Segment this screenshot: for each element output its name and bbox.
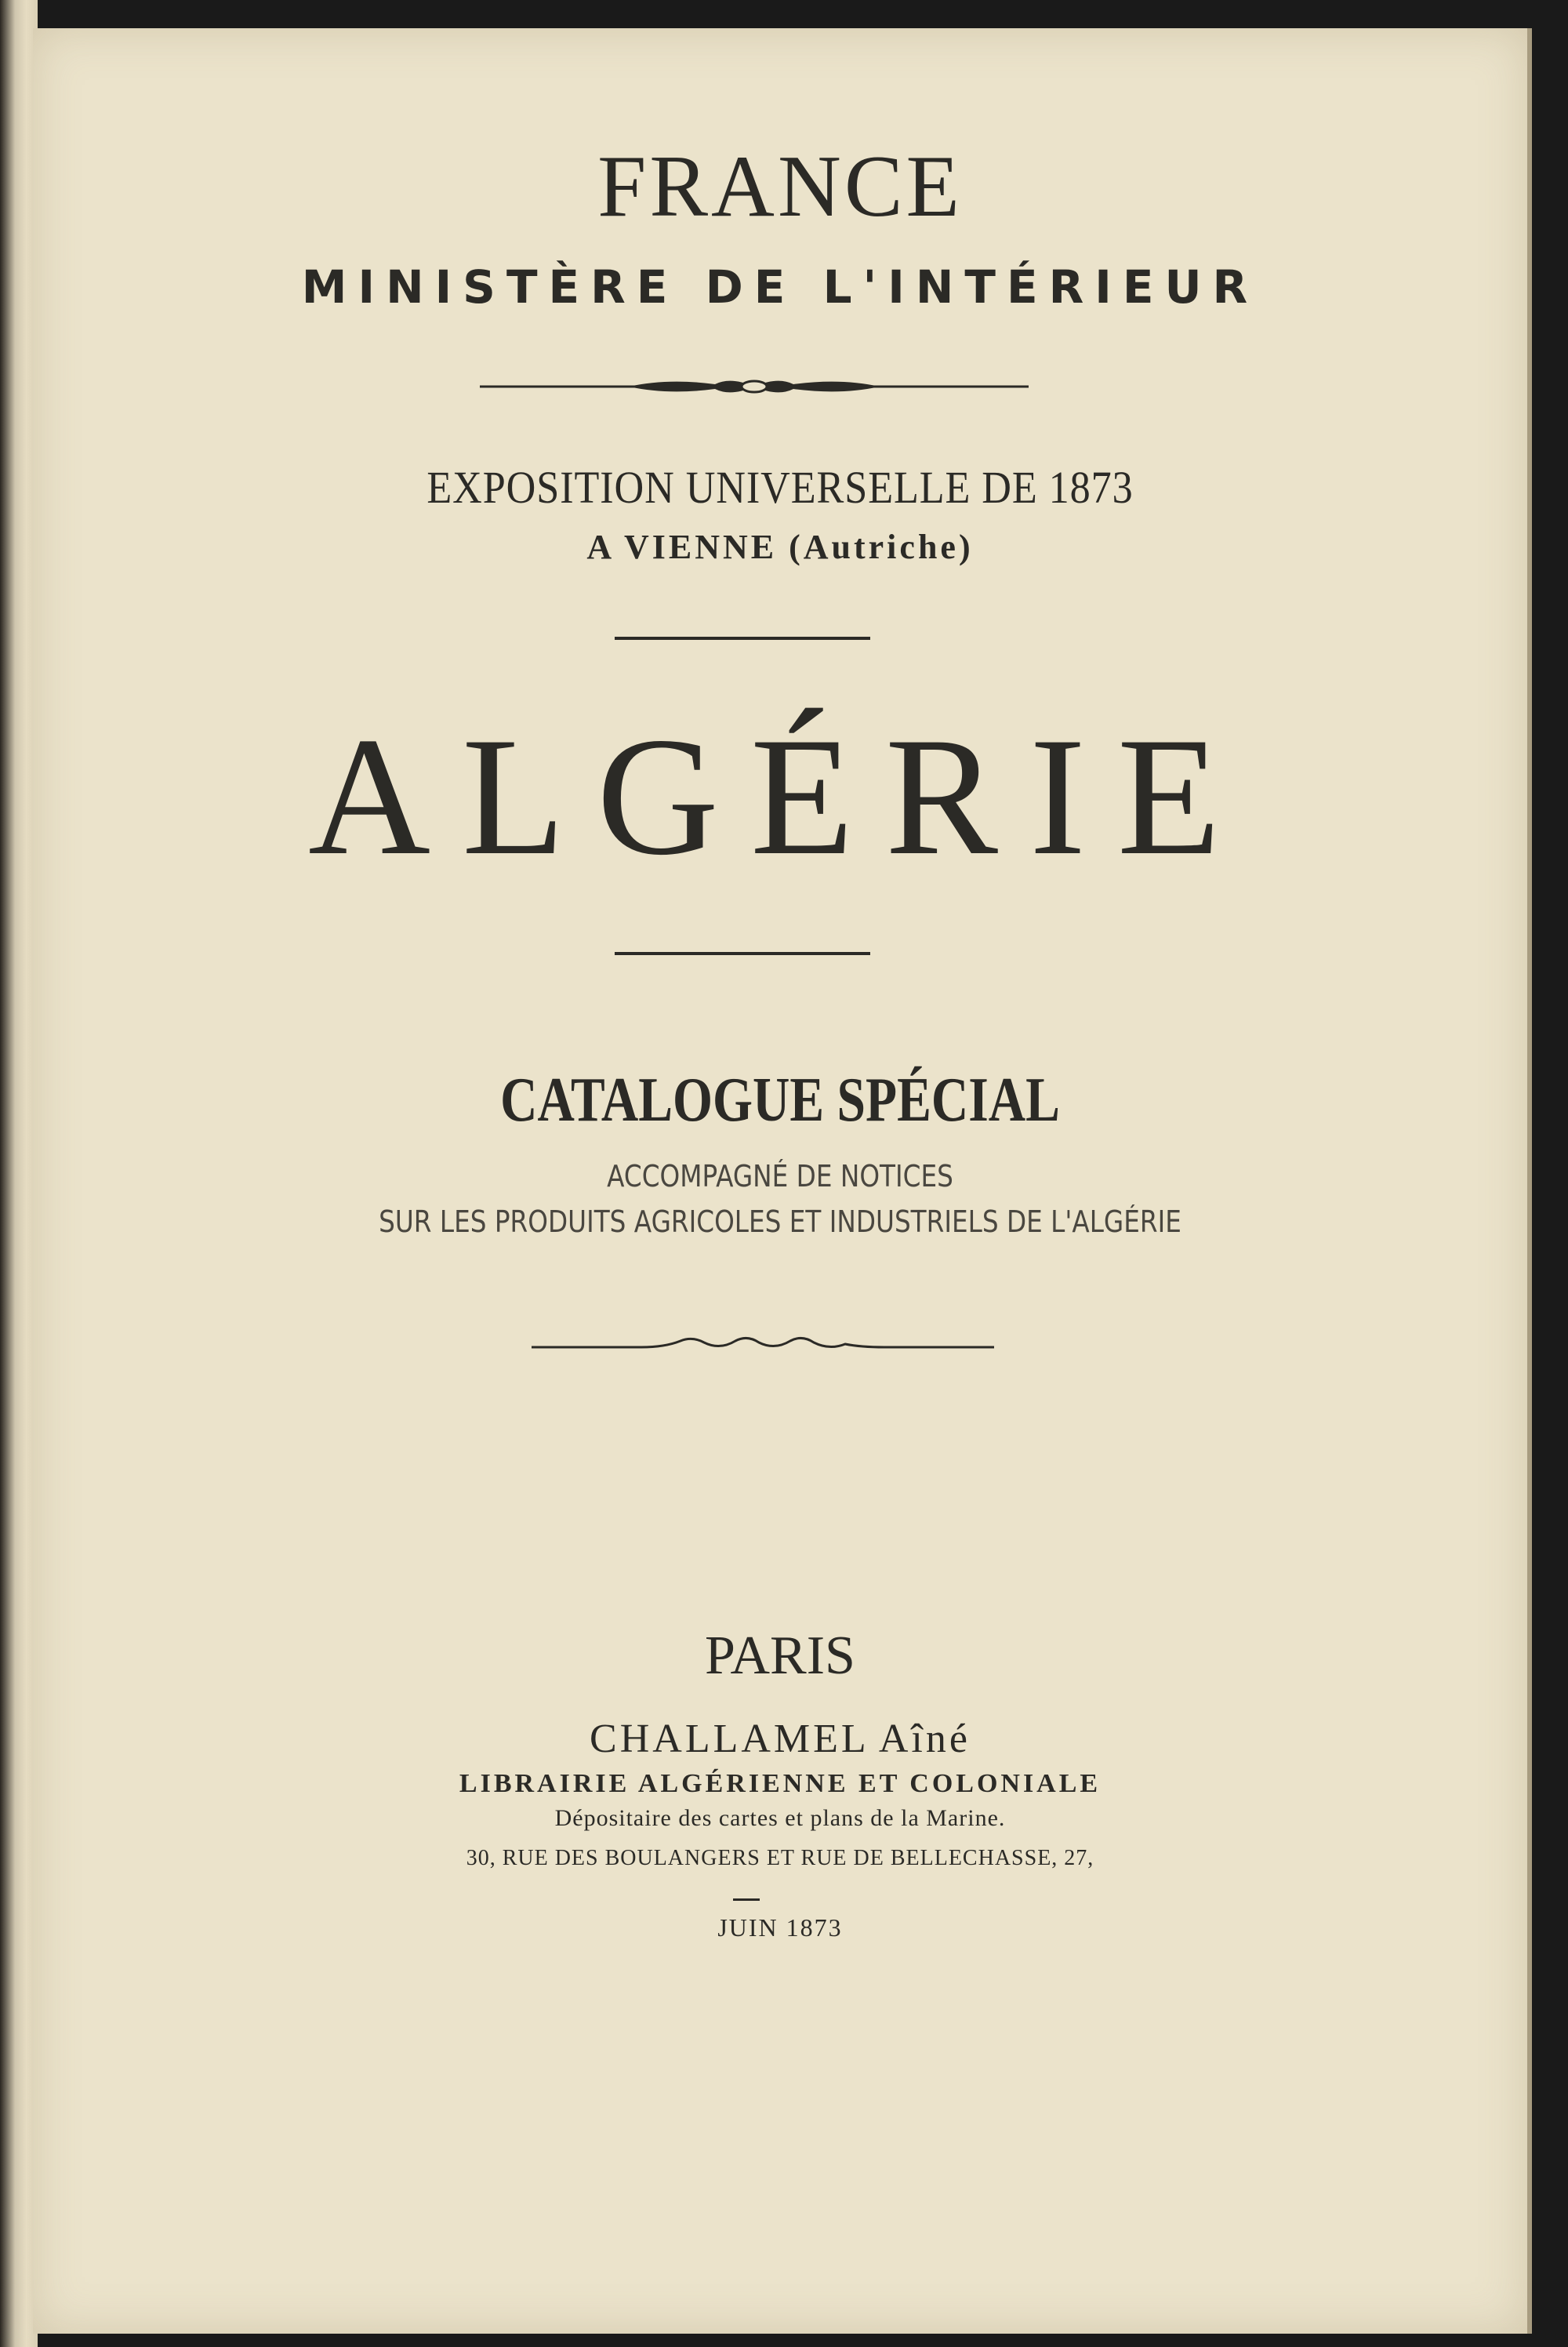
catalogue-subtitle-line2: SUR LES PRODUITS AGRICOLES ET INDUSTRIELS DE L'ALGÉRIE xyxy=(379,1204,1181,1239)
bookshop-name: LIBRAIRIE ALGÉRIENNE ET COLONIALE xyxy=(459,1769,1102,1798)
country-heading: FRANCE xyxy=(597,138,963,235)
book-spine xyxy=(0,0,38,2347)
imprint-city: PARIS xyxy=(705,1626,855,1686)
depositary-note: Dépositaire des cartes et plans de la Marine. xyxy=(554,1805,1006,1831)
ministry-heading: MINISTÈRE DE L'INTÉRIEUR xyxy=(301,260,1259,314)
main-title: ALGÉRIE xyxy=(308,703,1252,890)
ornamental-divider-top xyxy=(480,375,1029,398)
publisher-name: CHALLAMEL Aîné xyxy=(590,1717,971,1761)
title-page xyxy=(33,28,1532,2334)
divider-rule xyxy=(615,952,870,955)
wavy-divider xyxy=(532,1330,994,1361)
catalogue-title: CATALOGUE SPÉCIAL xyxy=(500,1066,1060,1135)
publication-date: JUIN 1873 xyxy=(717,1913,843,1942)
exposition-title: EXPOSITION UNIVERSELLE DE 1873 xyxy=(426,462,1134,513)
short-dash xyxy=(733,1898,760,1901)
divider-rule xyxy=(615,637,870,640)
exposition-location: A VIENNE (Autriche) xyxy=(586,528,974,566)
publisher-address: 30, RUE DES BOULANGERS ET RUE DE BELLECHASSE, 27, xyxy=(466,1846,1094,1870)
catalogue-subtitle-line1: ACCOMPAGNÉ DE NOTICES xyxy=(607,1159,953,1193)
